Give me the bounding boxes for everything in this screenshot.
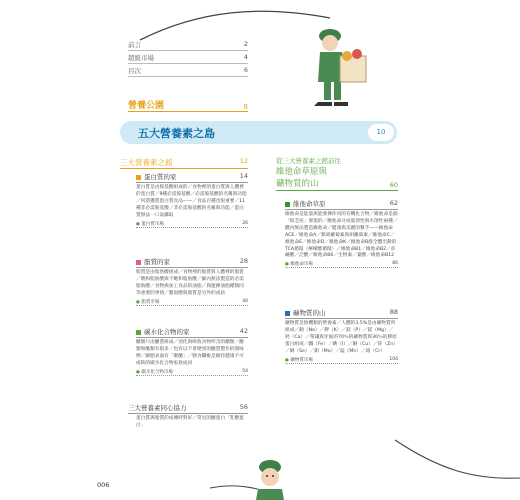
toc-page: 2 — [243, 40, 248, 48]
protein-market-page: 26 — [242, 220, 248, 226]
coop-page: 56 — [239, 403, 248, 411]
coop-title: 三大營養素同心協力 — [128, 404, 187, 412]
protein-page: 14 — [239, 172, 248, 180]
protein-text: 蛋白質是由胺基酸組成的／食物裡的蛋白質與人體裡的蛋白質／9種必需胺基酸／必需胺基酸的名稱與功能／何謂優質蛋白質食品——／食品百種也很重要／11種非必需胺基酸／非必需胺基酸的名稱與功能／蛋白質無法一口氣攝取 — [136, 185, 247, 218]
toc-page: 4 — [243, 53, 248, 61]
toc-label: 目次 — [128, 67, 141, 75]
banner-title: 五大營養素之島 — [138, 127, 215, 140]
vitamin-market-label: 維他命市場 — [290, 262, 313, 268]
lipid-heading[interactable] — [136, 257, 248, 268]
dot-icon: ● — [285, 262, 289, 268]
carb-market-page: 54 — [242, 368, 248, 374]
toc-entry-hall[interactable] — [120, 157, 248, 169]
hall-title: 三大營養素之館 — [120, 158, 173, 167]
protein-market-label: 蛋白質市場 — [141, 221, 164, 227]
section-vitamin — [285, 199, 398, 268]
right-header-line3: 礦物質的山 — [276, 179, 319, 189]
lipid-page: 28 — [239, 257, 248, 265]
carb-text: 醣類只由醣質組成／消化與吸收食物所含的醣類／醣類和醣類有很多／也有以不會變到的醣質製作的甜味劑／細胞表面有「聚醣」／膳食纖維是維持健康不可或缺的碳水化合物家族成員 — [136, 340, 244, 366]
mineral-market-link[interactable] — [285, 357, 398, 364]
section-carbohydrate — [136, 327, 248, 376]
lipid-market-page: 40 — [242, 298, 248, 304]
section-cooperation — [128, 403, 248, 430]
coop-heading[interactable] — [128, 403, 248, 414]
toc-label: 超級市場 — [128, 54, 154, 62]
toc-entry-park[interactable] — [128, 98, 248, 112]
toc-entry-preface[interactable] — [128, 40, 248, 51]
carb-market-link[interactable] — [136, 369, 248, 376]
dot-icon: ● — [136, 299, 140, 305]
shopper-illustration — [300, 22, 380, 107]
orange-square-icon — [136, 175, 141, 180]
carb-heading[interactable] — [136, 327, 248, 338]
hall-page: 12 — [239, 157, 248, 165]
mineral-title: 礦物質的山 — [293, 309, 326, 317]
character-illustration-bottom — [250, 455, 290, 500]
dot-icon: ● — [285, 357, 289, 363]
protein-market-link[interactable] — [136, 221, 248, 228]
coop-text: 蛋白質與脂質的成傳時對好／常見的醣蛋白「乳糖蛋白」 — [136, 416, 244, 428]
right-header-line2: 維他命草原與 — [276, 167, 328, 177]
vitamin-title: 維他命草原 — [293, 200, 326, 208]
green-square-icon — [285, 202, 290, 207]
banner-page-badge — [368, 124, 394, 141]
vitamin-heading[interactable] — [285, 199, 398, 210]
vitamin-market-page: 86 — [392, 261, 398, 267]
protein-heading[interactable] — [136, 172, 248, 183]
carb-title: 碳水化合物的家 — [144, 328, 190, 336]
mineral-heading[interactable] — [285, 308, 398, 319]
vitamin-page: 62 — [389, 199, 398, 207]
mineral-text: 礦物質是無機類的營養素／人體的3.5%是由礦物質所組成／鈉（Na）／鉀（K）／鎂（P）／鎂（Mg）／鈣（Ca）／帶讓與牙齒的70％的礦物質與30％的膠原蛋白組成／鐵（Fe）／碘（I）／銅（Cu）／鋅（Zn）／硒（Se）／鉬（Mo）／錳（Mn）／鉻（Cr） — [285, 321, 398, 354]
toc-top — [128, 40, 248, 77]
right-header-line1: 從三大營養素之館前往 — [276, 157, 341, 165]
lipid-market-label: 脂質市場 — [141, 299, 160, 305]
pink-square-icon — [136, 260, 141, 265]
lipid-text: 脂質是由脂肪酸組成／食物裡的脂質與人體裡的脂質／飽和脂肪酸與不飽和脂肪酸／細內無法製造的必需脂肪酸／食物與加工食品的油脂／與運揮油脂種類同等重要的事情／膽固醇與脂質是另外的成員 — [136, 270, 244, 296]
carb-page: 42 — [239, 327, 248, 335]
carb-market-label: 碳水化合物市場 — [141, 369, 173, 375]
toc-label: 前言 — [128, 41, 141, 49]
section-lipid — [136, 257, 248, 306]
vitamin-text: 維他命是能量與能發揮作用的有機化合物／維他命是個「缺乏症」發現的／維他命分成脂溶性與水溶性兩種／體內無法製造維他命／健康與美麗的幫手——維他命ACE／維他命A／類胡蘿蔔素與胡蘿蔔素／維他命C／維他命E／維他命D／維他命K／維他命B群全體出動的TCA循環（檸檬酸循環）／維他命B1／維他命B2／菸鹼酸／泛酸／維他命B6／生物素／葉酸／維他命B12 — [285, 212, 398, 259]
lipid-market-link[interactable] — [136, 299, 248, 306]
mineral-market-label: 礦物質市場 — [290, 357, 313, 363]
protein-title: 蛋白質的家 — [144, 173, 177, 181]
section-protein — [136, 172, 248, 228]
toc-entry-supermarket[interactable] — [128, 53, 248, 64]
green-square-icon — [136, 330, 141, 335]
blue-square-icon — [285, 311, 290, 316]
dot-icon: ● — [136, 221, 140, 227]
park-page: 8 — [243, 103, 248, 111]
dot-icon: ● — [136, 369, 140, 375]
island-banner[interactable] — [120, 121, 397, 144]
vitamin-market-link[interactable] — [285, 261, 398, 268]
toc-page: 6 — [243, 66, 248, 74]
mineral-market-page: 104 — [389, 356, 398, 362]
section-mineral — [285, 308, 398, 364]
right-header[interactable] — [276, 156, 398, 191]
right-header-page: 60 — [389, 181, 398, 189]
park-title: 營養公園 — [128, 101, 165, 111]
toc-entry-contents[interactable] — [128, 66, 248, 77]
lipid-title: 脂質的家 — [144, 258, 170, 266]
page-number: 006 — [97, 481, 110, 489]
banner-page: 10 — [376, 128, 386, 136]
mineral-page: 88 — [389, 308, 398, 316]
